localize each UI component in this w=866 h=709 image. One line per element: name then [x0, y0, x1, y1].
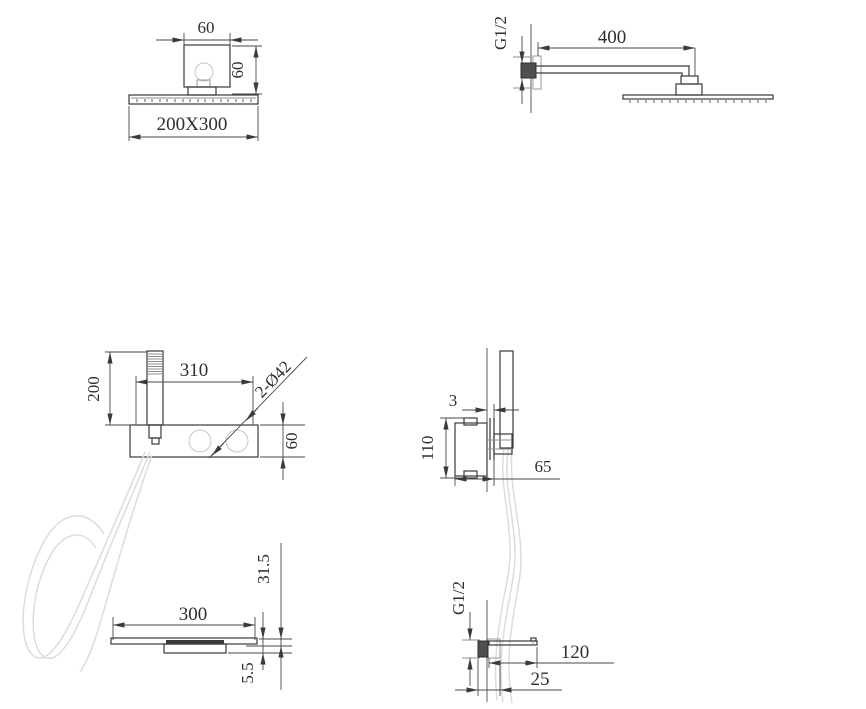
hose-loop-2 — [23, 452, 145, 658]
dim-text-panel-height: 60 — [282, 432, 301, 450]
wand-head — [149, 425, 161, 438]
dim-text-valve-height: 110 — [418, 435, 437, 461]
spray-nozzles — [137, 99, 251, 102]
dim-text-spout-length: 120 — [560, 642, 590, 663]
figure-hand-shower-panel-front — [84, 351, 307, 480]
hose-strand-3 — [509, 450, 521, 703]
dim-spout-right-ext — [228, 639, 292, 653]
dim-text-valve-depth: 65 — [534, 457, 552, 476]
head-mount-block-side — [676, 84, 702, 95]
dim-text-spout-height: 31.5 — [254, 554, 273, 584]
dim-panel-length-ext — [136, 376, 253, 425]
dim-text-wand-height: 200 — [84, 376, 103, 402]
control-knob-left — [189, 430, 211, 452]
dim-text-arm-length: 400 — [597, 27, 627, 48]
knob-leader-arrow-1 — [246, 408, 258, 421]
spout-plate-side — [489, 641, 537, 645]
wand-grip-hatch — [148, 354, 162, 374]
valve-tab-bottom — [464, 471, 477, 478]
shower-plate-side — [623, 95, 773, 99]
waterfall-slot — [166, 640, 224, 644]
panel-edge-side — [490, 418, 494, 460]
spray-nozzles-side — [630, 100, 766, 103]
dim-spout-length-lines — [489, 647, 614, 668]
hose-loop-3 — [80, 455, 152, 672]
dim-text-lip-thickness: 5.5 — [238, 662, 257, 684]
dim-text-panel-length: 310 — [179, 360, 209, 381]
figure-valve-side — [418, 348, 560, 703]
dim-wand-ext — [105, 352, 147, 425]
dim-text-panel-gap: 3 — [448, 391, 458, 410]
dim-text-bracket-width: 60 — [197, 18, 215, 37]
dim-text-spout-inset: 25 — [530, 669, 550, 690]
spout-thread-ticks — [462, 640, 480, 658]
control-knob-right — [226, 430, 248, 452]
figure-spout-side — [449, 581, 614, 702]
knob-leader-arrow-2 — [212, 443, 224, 456]
dim-text-plate-size: 200X300 — [156, 114, 228, 135]
figure-spout-front — [23, 452, 292, 690]
dim-text-spout-thread: G1/2 — [449, 581, 468, 615]
spout-flange — [488, 639, 500, 658]
shower-arm — [536, 66, 689, 76]
hand-shower-wand — [147, 351, 163, 425]
figure-shower-head-front — [129, 18, 262, 141]
figure-shower-head-side — [491, 16, 773, 113]
valve-tab-top — [464, 418, 477, 425]
dim-text-bracket-height: 60 — [228, 61, 247, 79]
dim-text-spout-width: 300 — [178, 604, 208, 625]
arm-elbow — [681, 76, 698, 84]
head-mount-block — [188, 87, 216, 95]
wand-tip — [152, 438, 159, 444]
spout-thread-connector — [478, 641, 488, 657]
dim-text-thread: G1/2 — [491, 16, 510, 50]
valve-body — [455, 423, 487, 476]
shower-plate-front — [129, 95, 258, 104]
spout-lip — [164, 644, 226, 653]
spout-end-cap — [531, 638, 536, 641]
bracket-inner-circle — [195, 63, 213, 81]
dim-text-knob-callout: 2-Ø42 — [251, 356, 295, 402]
thread-connector — [521, 63, 536, 78]
